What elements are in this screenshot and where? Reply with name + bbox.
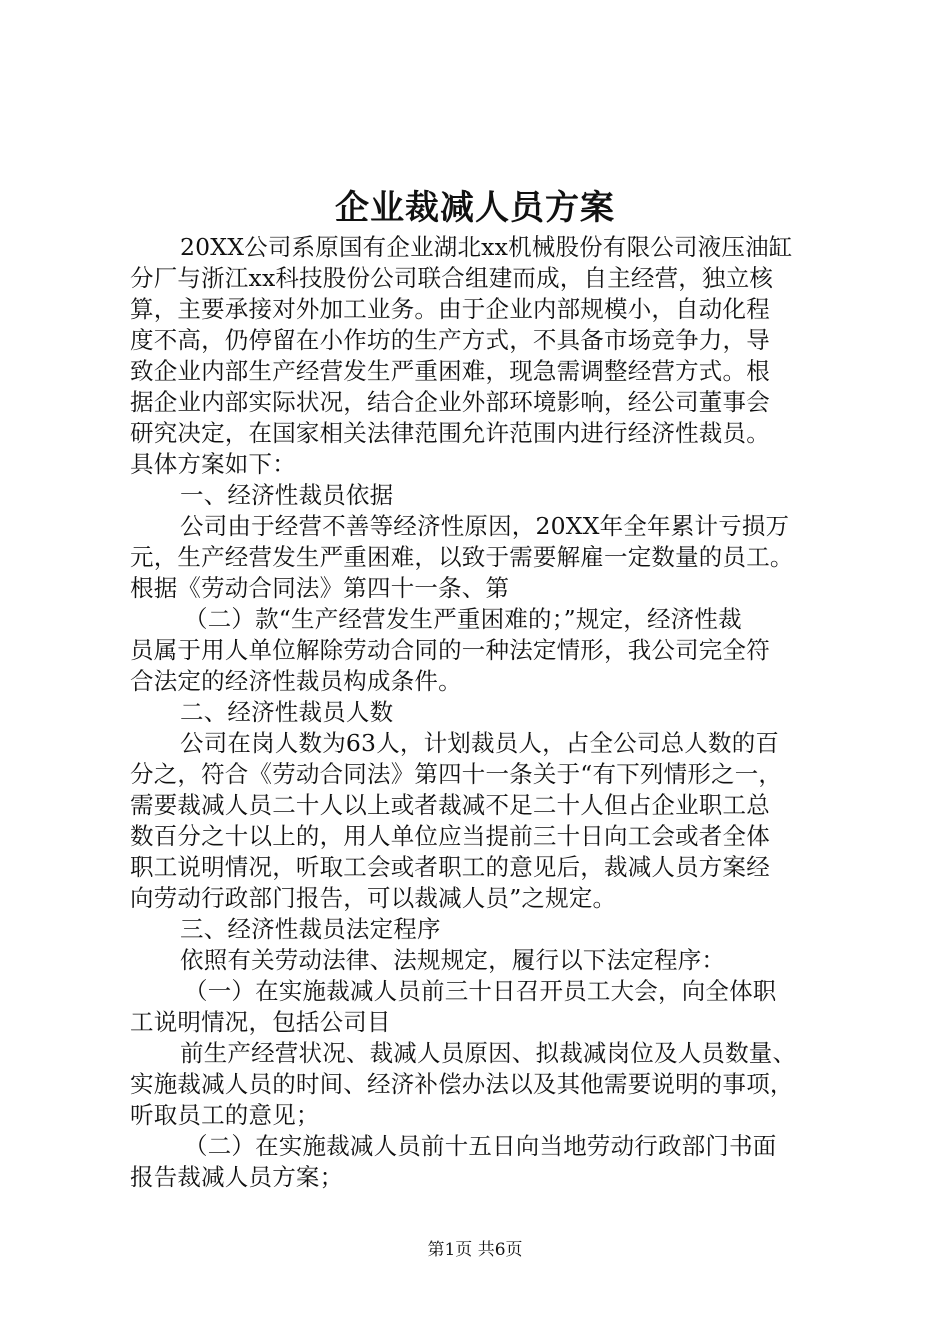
paragraph-line: 数百分之十以上的，用人单位应当提前三十日向工会或者全体	[130, 822, 770, 850]
paragraph-line: 算，主要承接对外加工业务。由于企业内部规模小，自动化程	[130, 295, 770, 323]
paragraph-line: 据企业内部实际状况，结合企业外部环境影响，经公司董事会	[130, 388, 770, 416]
paragraph-line: 分之，符合《劳动合同法》第四十一条关于“有下列情形之一，	[130, 760, 783, 788]
paragraph-line: 公司在岗人数为63人，计划裁员人，占全公司总人数的百	[180, 729, 780, 757]
paragraph-line: 职工说明情况，听取工会或者职工的意见后，裁减人员方案经	[130, 853, 770, 881]
paragraph-line: 元，生产经营发生严重困难，以致于需要解雇一定数量的员工。	[130, 543, 794, 571]
paragraph-line: 度不高，仍停留在小作坊的生产方式，不具备市场竞争力，导	[130, 326, 770, 354]
section-heading: 一、经济性裁员依据	[180, 481, 394, 509]
paragraph-line: 实施裁减人员的时间、经济补偿办法以及其他需要说明的事项，	[130, 1070, 794, 1098]
paragraph-line: 报告裁减人员方案；	[130, 1163, 344, 1191]
paragraph-line: 需要裁减人员二十人以上或者裁减不足二十人但占企业职工总	[130, 791, 770, 819]
paragraph-line: （二）在实施裁减人员前十五日向当地劳动行政部门书面	[184, 1132, 777, 1160]
paragraph-line: 前生产经营状况、裁减人员原因、拟裁减岗位及人员数量、	[180, 1039, 797, 1067]
paragraph-line: 20XX公司系原国有企业湖北xx机械股份有限公司液压油缸	[180, 233, 793, 261]
section-heading: 三、经济性裁员法定程序	[180, 915, 441, 943]
paragraph-line: 向劳动行政部门报告，可以裁减人员”之规定。	[130, 884, 617, 912]
section-heading: 二、经济性裁员人数	[180, 698, 394, 726]
paragraph-line: 听取员工的意见；	[130, 1101, 320, 1129]
page-footer: 第1页 共6页	[427, 1240, 523, 1260]
paragraph-line: （一）在实施裁减人员前三十日召开员工大会，向全体职	[184, 977, 777, 1005]
paragraph-line: 员属于用人单位解除劳动合同的一种法定情形，我公司完全符	[130, 636, 770, 664]
paragraph-line: 公司由于经营不善等经济性原因，20XX年全年累计亏损万	[180, 512, 790, 540]
paragraph-line: 工说明情况，包括公司目	[130, 1008, 391, 1036]
paragraph-line: 合法定的经济性裁员构成条件。	[130, 667, 462, 695]
paragraph-line: 具体方案如下：	[130, 450, 296, 478]
document-title: 企业裁减人员方案	[335, 188, 615, 228]
paragraph-line: 致企业内部生产经营发生严重困难，现急需调整经营方式。根	[130, 357, 770, 385]
paragraph-line: 根据《劳动合同法》第四十一条、第	[130, 574, 510, 602]
document-body	[130, 232, 830, 1193]
paragraph-line: 研究决定，在国家相关法律范围允许范围内进行经济性裁员。	[130, 419, 770, 447]
paragraph-line: 分厂与浙江xx科技股份公司联合组建而成，自主经营，独立核	[130, 264, 774, 292]
paragraph-line: （二）款“生产经营发生严重困难的；”规定，经济性裁	[184, 605, 742, 633]
paragraph-line: 依照有关劳动法律、法规规定，履行以下法定程序：	[180, 946, 726, 974]
